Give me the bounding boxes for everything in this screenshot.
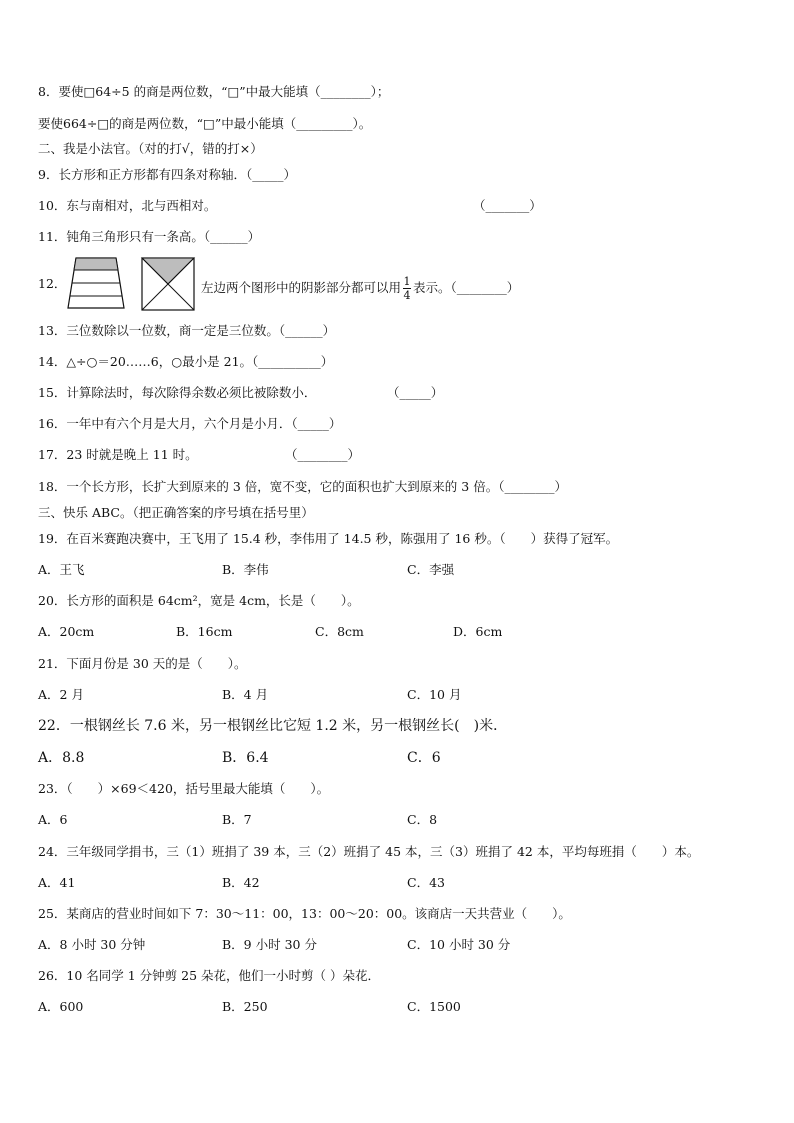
- q22-option-a: A．8.8: [38, 750, 85, 766]
- fraction-numerator: 1: [403, 275, 411, 288]
- q22-option-c: C．6: [407, 750, 441, 766]
- question-22: 22．一根钢丝长 7.6 米，另一根钢丝比它短 1.2 米，另一根钢丝长( )米．: [38, 718, 508, 734]
- q21-option-b: B．4 月: [222, 687, 269, 702]
- q23-option-a: A．6: [38, 812, 68, 827]
- q19-option-b: B．李伟: [222, 562, 269, 577]
- q26-option-a: A．600: [38, 999, 84, 1014]
- question-17: 17．23 时就是晚上 11 时。: [38, 447, 198, 462]
- q24-option-c: C．43: [407, 875, 445, 890]
- question-14: 14．△÷○＝20……6，○最小是 21。（__________）: [38, 354, 334, 369]
- question-9: 9．长方形和正方形都有四条对称轴．（_____）: [38, 167, 296, 182]
- question-10: 10．东与南相对，北与西相对。: [38, 198, 217, 213]
- fraction-denominator: 4: [403, 289, 411, 302]
- question-8b: 要使664÷□的商是两位数，“□”中最小能填（_________）。: [38, 116, 372, 131]
- question-25: 25．某商店的营业时间如下 7：30～11：00，13：00～20：00。该商店一天共营业（ ）。: [38, 906, 571, 921]
- q26-option-b: B．250: [222, 999, 268, 1014]
- question-18: 18．一个长方形，长扩大到原来的 3 倍，宽不变，它的面积也扩大到原来的 3 倍。（________）: [38, 479, 567, 494]
- q23-option-b: B．7: [222, 812, 252, 827]
- fraction-one-quarter: [403, 276, 411, 301]
- q19-option-a: A．王飞: [38, 562, 85, 577]
- question-21: 21．下面月份是 30 天的是（ ）。: [38, 656, 247, 671]
- square-shaded-part: [142, 258, 194, 284]
- q20-option-a: A．20cm: [38, 624, 95, 639]
- section-heading-2: 二、我是小法官。（对的打√，错的打×）: [38, 141, 263, 156]
- question-12-text-pre: 左边两个图形中的阴影部分都可以用: [201, 280, 402, 295]
- section-heading-3: 三、快乐 ABC。（把正确答案的序号填在括号里）: [38, 505, 314, 520]
- question-24: 24．三年级同学捐书，三（1）班捐了 39 本，三（2）班捐了 45 本，三（3）班捐了 42 本，平均每班捐（ ）本。: [38, 844, 700, 859]
- q24-option-b: B．42: [222, 875, 260, 890]
- question-10-blank: （_______）: [473, 198, 542, 213]
- question-20: 20．长方形的面积是 64cm²，宽是 4cm，长是（ ）。: [38, 593, 360, 608]
- question-12-number: 12．: [38, 276, 67, 291]
- q25-option-c: C．10 小时 30 分: [407, 937, 511, 952]
- question-11: 11．钝角三角形只有一条高。（______）: [38, 229, 261, 244]
- q25-option-a: A．8 小时 30 分钟: [38, 937, 146, 952]
- q21-option-a: A．2 月: [38, 687, 84, 702]
- shaded-shapes-figure: [66, 256, 198, 312]
- question-12-text: [201, 276, 519, 301]
- question-17-blank: （________）: [285, 447, 361, 462]
- question-23: 23．（ ）×69＜420，括号里最大能填（ ）。: [38, 781, 330, 796]
- q25-option-b: B．9 小时 30 分: [222, 937, 317, 952]
- q26-option-c: C．1500: [407, 999, 461, 1014]
- trapezoid-shaded-part: [74, 258, 118, 270]
- q20-option-b: B．16cm: [176, 624, 233, 639]
- question-8a: 8．要使□64÷5 的商是两位数，“□”中最大能填（________）；: [38, 84, 390, 99]
- q22-option-b: B．6.4: [222, 750, 269, 766]
- q20-option-c: C．8cm: [315, 624, 364, 639]
- question-15-blank: （_____）: [387, 385, 444, 400]
- question-15: 15．计算除法时，每次除得余数必须比被除数小．: [38, 385, 317, 400]
- q20-option-d: D．6cm: [453, 624, 503, 639]
- question-12-text-post: 表示。（________）: [413, 280, 520, 295]
- question-26: 26．10 名同学 1 分钟剪 25 朵花，他们一小时剪（ ）朵花．: [38, 968, 381, 983]
- q19-option-c: C．李强: [407, 562, 455, 577]
- question-16: 16．一年中有六个月是大月，六个月是小月．（_____）: [38, 416, 342, 431]
- q21-option-c: C．10 月: [407, 687, 462, 702]
- question-13: 13．三位数除以一位数，商一定是三位数。（______）: [38, 323, 336, 338]
- q24-option-a: A．41: [38, 875, 76, 890]
- q23-option-c: C．8: [407, 812, 438, 827]
- question-19: 19．在百米赛跑决赛中，王飞用了 15.4 秒，李伟用了 14.5 秒，陈强用了 16 秒。（ ）获得了冠军。: [38, 531, 619, 546]
- question-12-figures: [66, 256, 198, 315]
